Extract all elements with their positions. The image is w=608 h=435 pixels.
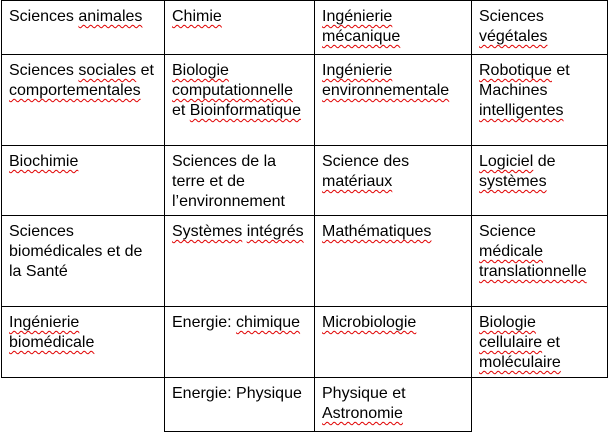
- table-cell: Microbiologie: [314, 306, 472, 378]
- table-cell: Ingénierie environnementale: [314, 54, 472, 146]
- table-cell: Ingénierie biomédicale: [1, 306, 165, 378]
- table-cell: Sciences de la terre et de l’environnement: [164, 145, 315, 216]
- table-cell: Sciences végétales: [471, 0, 608, 55]
- table-cell: Biologie computationnelle et Bioinformatique: [164, 54, 315, 146]
- table-cell: Science des matériaux: [314, 145, 472, 216]
- table-cell: Systèmes intégrés: [164, 215, 315, 307]
- table-cell: Logiciel de systèmes: [471, 145, 608, 216]
- table-cell: Science médicale translationnelle: [471, 215, 608, 307]
- table-cell: Energie: Physique: [164, 377, 315, 432]
- table-cell: Sciences animales: [1, 0, 165, 55]
- empty-cell: [1, 377, 165, 432]
- table-cell: Energie: chimique: [164, 306, 315, 378]
- table-cell: Robotique et Machines intelligentes: [471, 54, 608, 146]
- table-cell: Biologie cellulaire et moléculaire: [471, 306, 608, 378]
- table-cell: Chimie: [164, 0, 315, 55]
- table-cell: Sciences sociales et comportementales: [1, 54, 165, 146]
- table-cell: Ingénierie mécanique: [314, 0, 472, 55]
- table-cell: Physique et Astronomie: [314, 377, 472, 432]
- table-cell: Mathématiques: [314, 215, 472, 307]
- empty-cell: [471, 377, 608, 432]
- table-cell: Sciences biomédicales et de la Santé: [1, 215, 165, 307]
- table-cell: Biochimie: [1, 145, 165, 216]
